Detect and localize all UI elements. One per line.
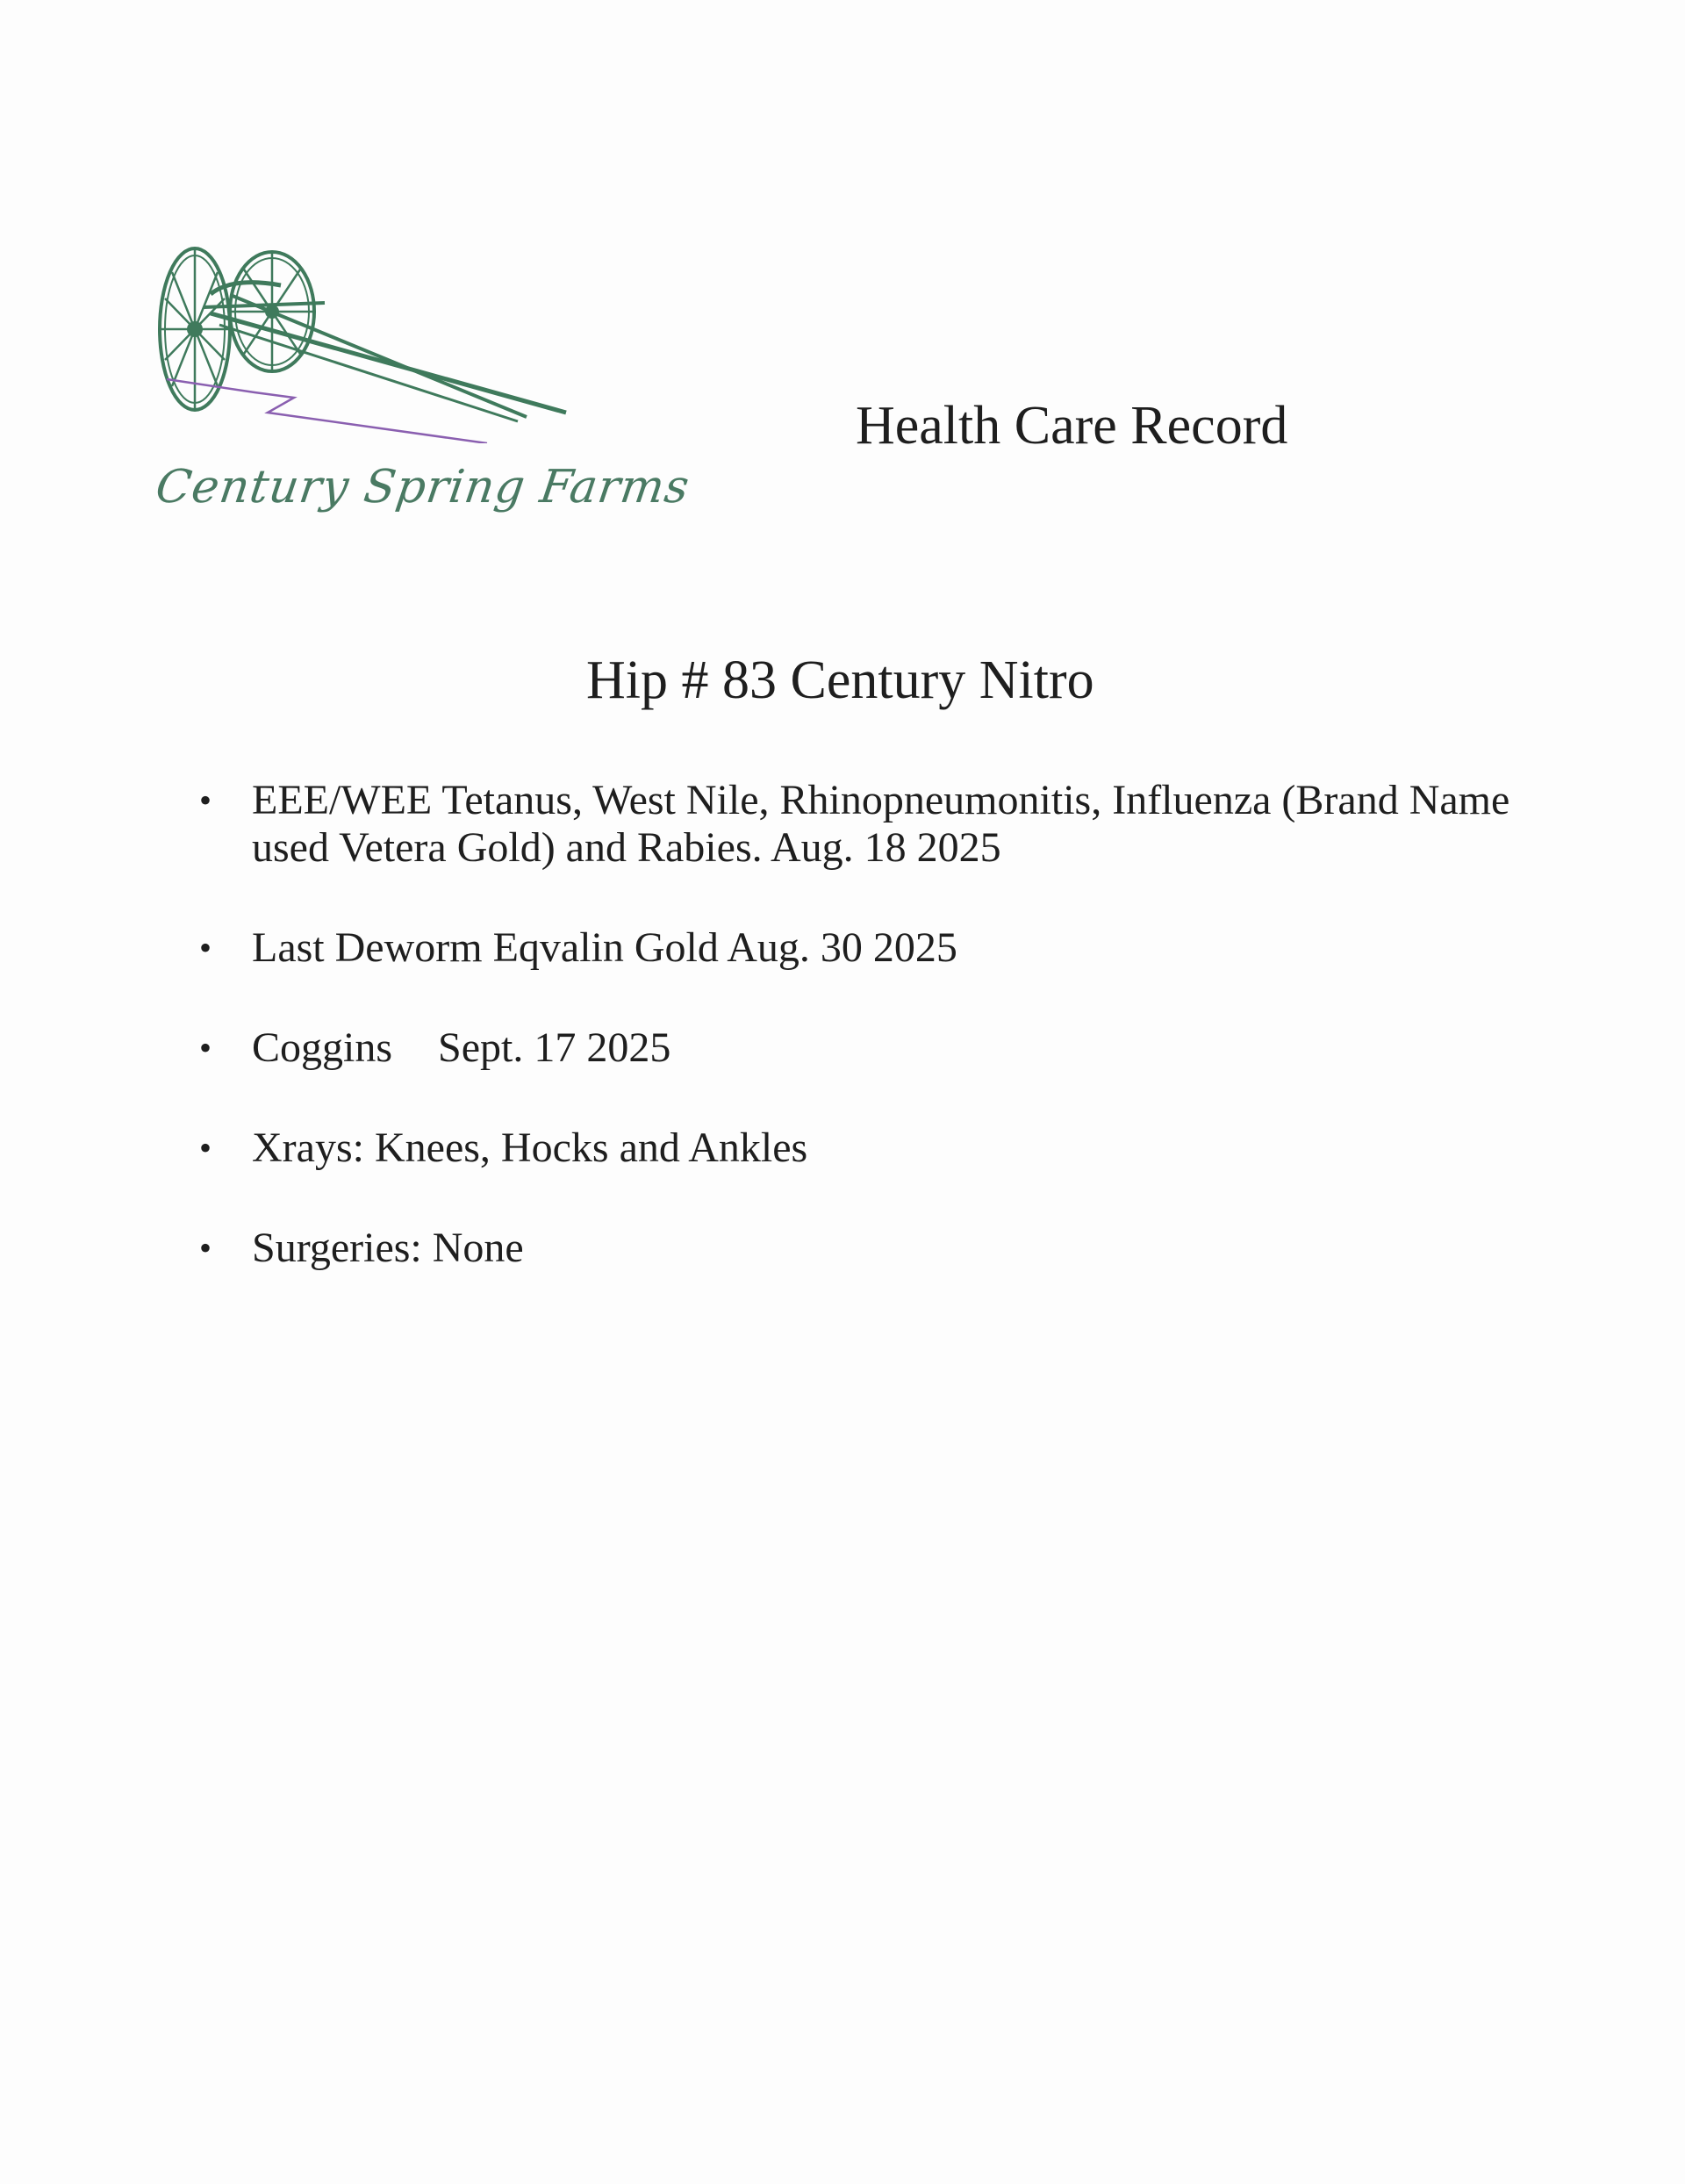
list-item [197, 924, 1514, 972]
coggins-date: Sept. 17 2025 [438, 1024, 671, 1071]
bullet-icon: • [199, 1228, 212, 1268]
coggins-label: Coggins [252, 1024, 393, 1071]
bullet-icon: • [199, 1028, 212, 1067]
list-item [197, 1024, 1514, 1072]
document-title: Health Care Record [856, 396, 1288, 456]
bullet-icon: • [199, 780, 212, 820]
list-item [197, 777, 1514, 872]
sulky-cart-icon [149, 241, 606, 443]
bullet-icon: • [199, 928, 212, 967]
horse-heading: Hip # 83 Century Nitro [586, 650, 1094, 710]
surgery-record: Surgeries: None [252, 1225, 524, 1271]
deworm-record: Last Deworm Eqvalin Gold Aug. 30 2025 [252, 924, 957, 971]
health-record-list [197, 777, 1514, 1325]
farm-logo [149, 241, 693, 549]
list-item [197, 1225, 1514, 1272]
bullet-icon: • [199, 1128, 212, 1167]
list-item [197, 1124, 1514, 1172]
farm-name: Century Spring Farms [152, 461, 693, 514]
xray-record: Xrays: Knees, Hocks and Ankles [252, 1124, 808, 1171]
vaccination-record: EEE/WEE Tetanus, West Nile, Rhinopneumonitis, Influenza (Brand Name used Vetera Gold) and Rabies. Aug. 18 2025 [252, 777, 1510, 871]
